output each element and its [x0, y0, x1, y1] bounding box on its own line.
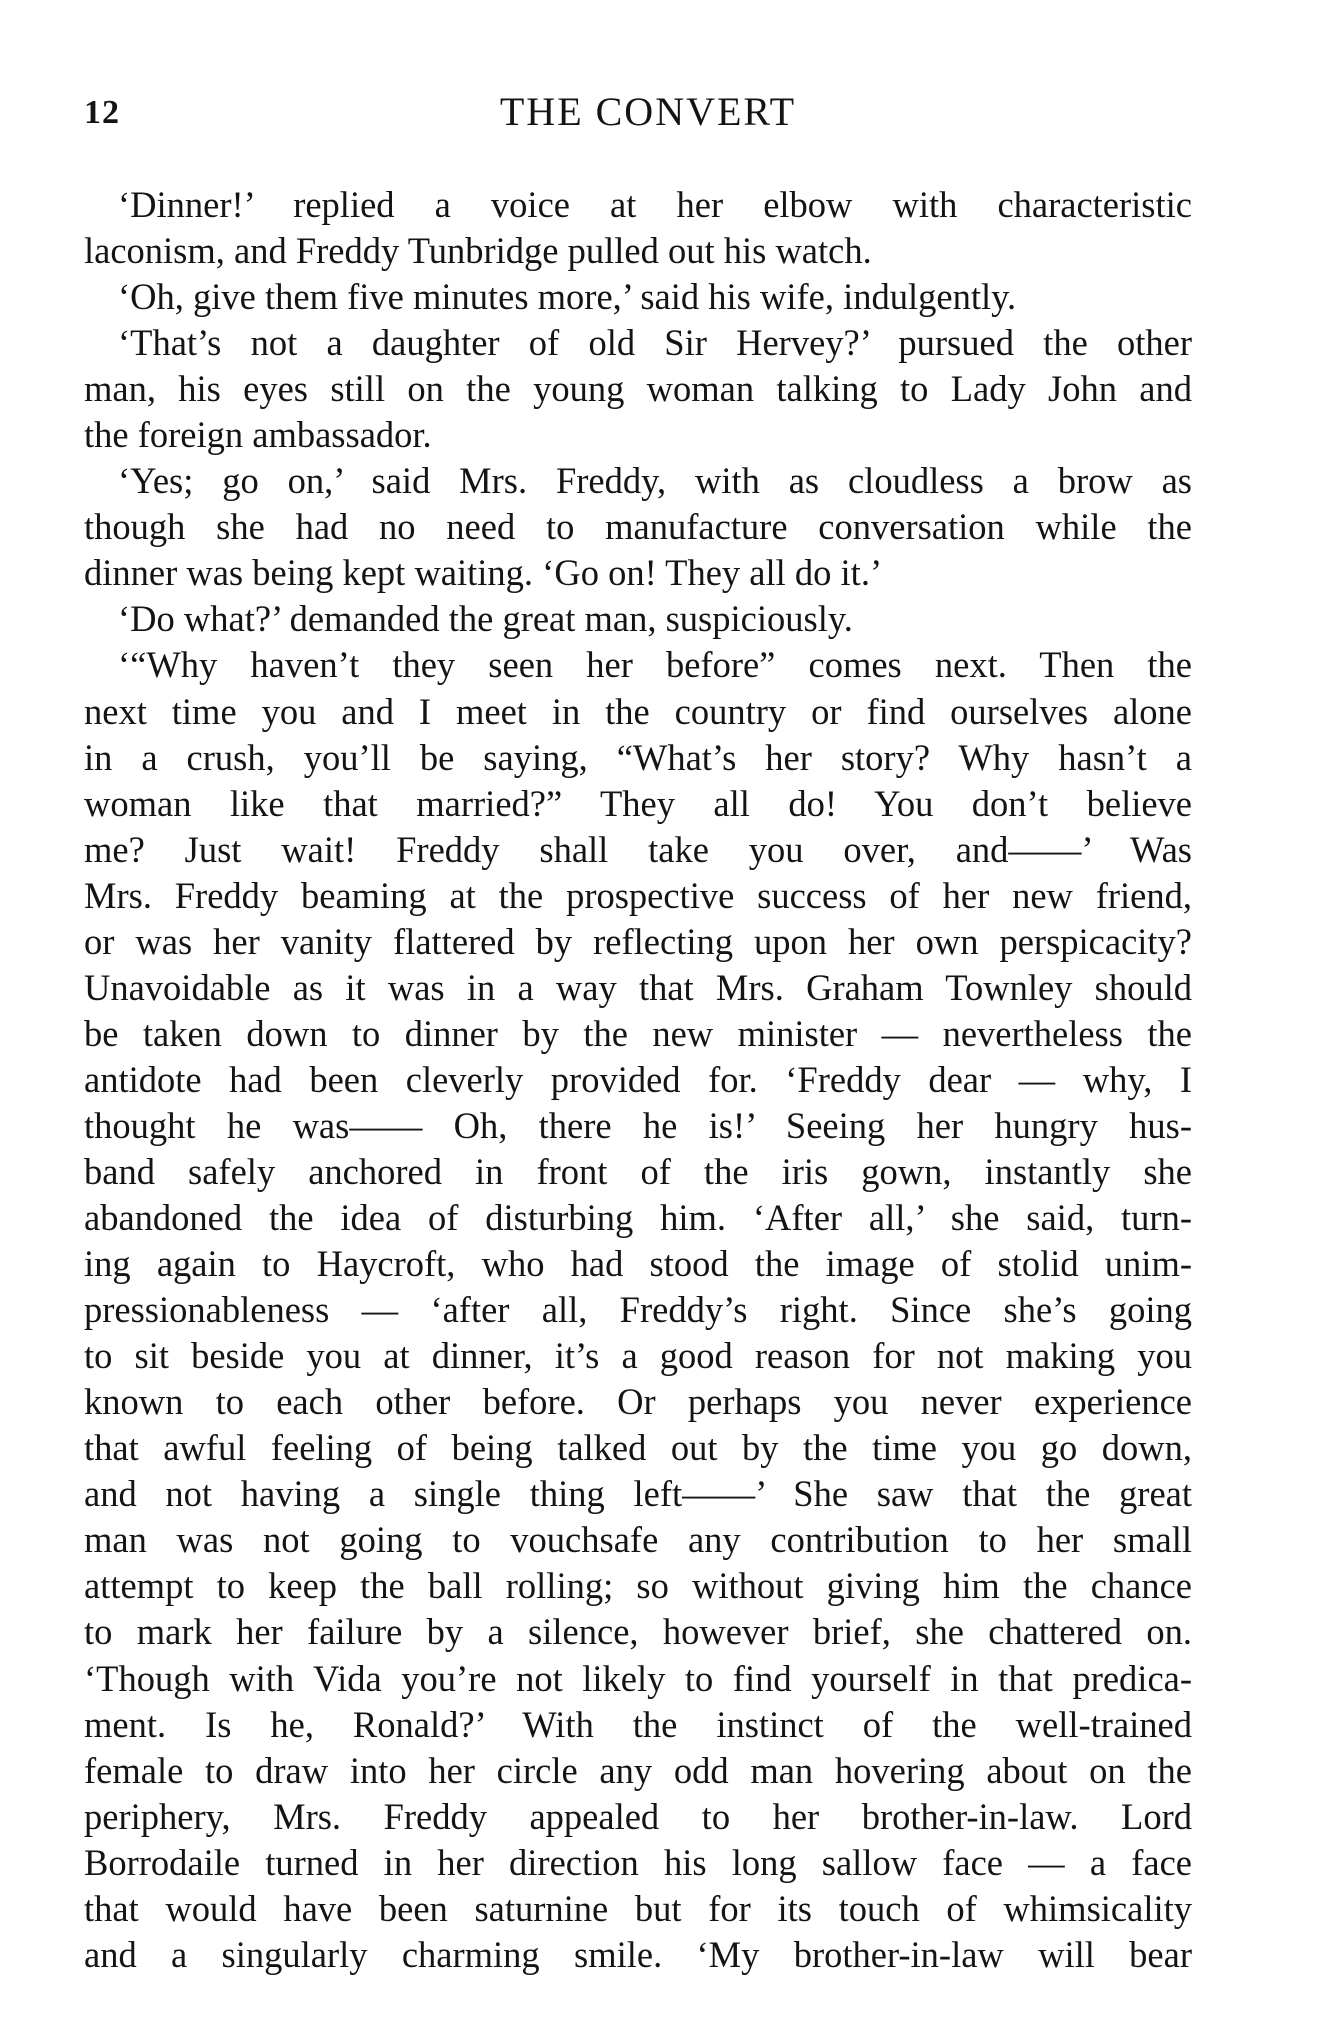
text-line: attempt to keep the ball rolling; so without giving him the chance: [84, 1565, 1192, 1607]
text-line: band safely anchored in front of the iris gown, instantly she: [84, 1150, 1192, 1192]
text-line: antidote had been cleverly provided for. ‘Freddy dear — why, I: [84, 1058, 1192, 1100]
text-line: to sit beside you at dinner, it’s a good reason for not making you: [84, 1335, 1192, 1377]
text-line: laconism, and Freddy Tunbridge pulled out his watch.: [84, 230, 872, 272]
body-text: [84, 182, 1192, 1978]
text-line: or was her vanity flattered by reflecting upon her own perspicacity?: [84, 920, 1192, 962]
text-line: to mark her failure by a silence, however brief, she chattered on.: [84, 1611, 1192, 1653]
text-line: pressionableness — ‘after all, Freddy’s right. Since she’s going: [84, 1289, 1192, 1331]
text-line: woman like that married?” They all do! You don’t believe: [84, 782, 1192, 824]
text-line: and not having a single thing left——’ She saw that the great: [84, 1473, 1192, 1515]
page-header: [84, 88, 1192, 144]
running-title: THE CONVERT: [499, 89, 797, 134]
text-line: known to each other before. Or perhaps you never experience: [84, 1381, 1192, 1423]
text-line: ment. Is he, Ronald?’ With the instinct of the well-trained: [84, 1703, 1192, 1745]
text-line: abandoned the idea of disturbing him. ‘After all,’ she said, turn-: [84, 1197, 1192, 1239]
text-line: ing again to Haycroft, who had stood the image of stolid unim-: [84, 1243, 1192, 1285]
text-line: thought he was—— Oh, there he is!’ Seeing her hungry hus-: [84, 1104, 1192, 1146]
text-line: ‘Yes; go on,’ said Mrs. Freddy, with as cloudless a brow as: [118, 460, 1192, 502]
text-line: and a singularly charming smile. ‘My brother-in-law will bear: [84, 1933, 1192, 1975]
text-line: ‘That’s not a daughter of old Sir Hervey?’ pursued the other: [118, 322, 1192, 364]
text-line: that awful feeling of being talked out by the time you go down,: [84, 1427, 1192, 1469]
text-line: female to draw into her circle any odd man hovering about on the: [84, 1749, 1192, 1791]
text-line: be taken down to dinner by the new minister — nevertheless the: [84, 1012, 1192, 1054]
text-line: in a crush, you’ll be saying, “What’s her story? Why hasn’t a: [84, 736, 1192, 778]
text-line: periphery, Mrs. Freddy appealed to her brother-in-law. Lord: [84, 1795, 1192, 1837]
text-line: ‘Dinner!’ replied a voice at her elbow with characteristic: [118, 184, 1192, 225]
text-line: the foreign ambassador.: [84, 414, 432, 456]
text-line: next time you and I meet in the country or find ourselves alone: [84, 690, 1192, 732]
text-line: that would have been saturnine but for its touch of whimsicality: [84, 1887, 1192, 1929]
text-line: dinner was being kept waiting. ‘Go on! They all do it.’: [84, 552, 883, 594]
page-number: 12: [84, 94, 120, 131]
text-line: though she had no need to manufacture conversation while the: [84, 506, 1192, 548]
text-line: Mrs. Freddy beaming at the prospective success of her new friend,: [84, 874, 1192, 916]
text-line: ‘Though with Vida you’re not likely to find yourself in that predica-: [84, 1657, 1192, 1699]
text-line: Borrodaile turned in her direction his long sallow face — a face: [84, 1841, 1192, 1883]
text-line: Unavoidable as it was in a way that Mrs. Graham Townley should: [84, 966, 1192, 1008]
text-line: ‘“Why haven’t they seen her before” comes next. Then the: [118, 644, 1192, 686]
text-line: man, his eyes still on the young woman talking to Lady John and: [84, 368, 1192, 410]
text-line: man was not going to vouchsafe any contribution to her small: [84, 1519, 1192, 1561]
text-line: ‘Do what?’ demanded the great man, suspiciously.: [118, 598, 853, 640]
text-line: me? Just wait! Freddy shall take you over, and——’ Was: [84, 828, 1192, 870]
text-line: ‘Oh, give them five minutes more,’ said his wife, indulgently.: [118, 276, 1017, 318]
